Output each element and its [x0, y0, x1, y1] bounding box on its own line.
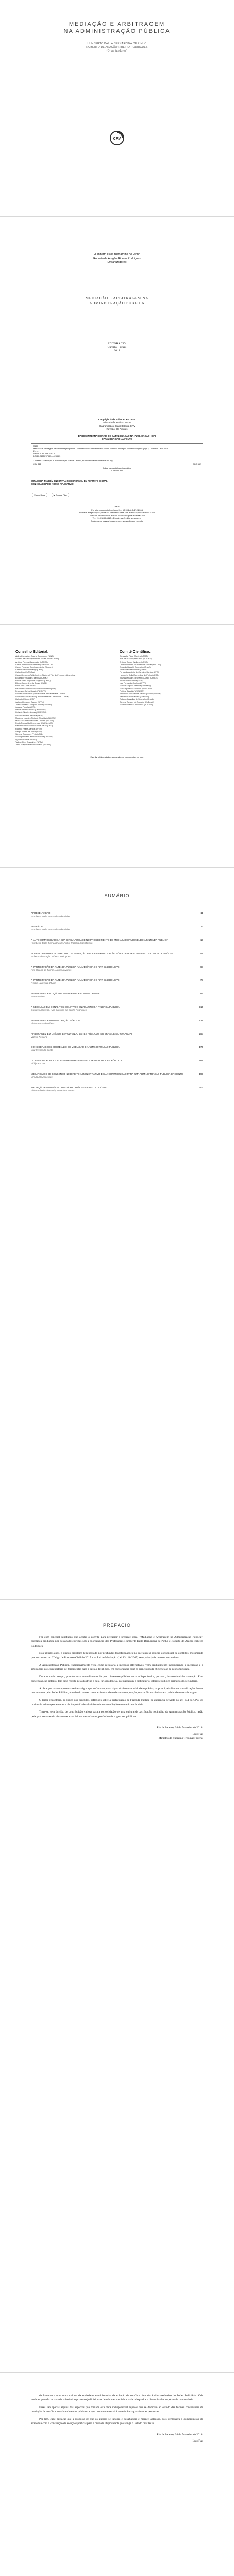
editorial-heading: Conselho Editorial: — [15, 650, 49, 654]
catalog-heading — [0, 435, 234, 441]
cover-title-line1: MEDIAÇÃO E ARBITRAGEM — [69, 21, 165, 27]
toc-entry-title: A MEDIAÇÃO EM CONFLITOS COLETIVOS ENVOLVENDO A FAZENDA PÚBLICA — [31, 1006, 120, 1008]
councils-columns — [15, 651, 219, 747]
toc-entry-author: Humberto Dalla Bernardina de Pinho — [31, 915, 70, 918]
editorial-member: Celso Conti (UFSCar) — [15, 671, 35, 674]
scientific-heading: Comitê Científico: — [120, 650, 151, 654]
toc-entry-author: Flávio Andrade Ribeiro — [31, 1022, 55, 1025]
app-store-badge[interactable] — [32, 493, 47, 497]
publisher-name: EDITORA CRV — [108, 342, 126, 345]
preface-signer: Luiz Fux — [192, 1733, 203, 1736]
title-page — [0, 217, 234, 382]
editorial-member: Lourdes Helena da Silva (UFV) — [15, 714, 43, 717]
toc-entry[interactable] — [31, 1012, 203, 1025]
editorial-member: Jailson Alves dos Santos (UFRJ) — [15, 701, 44, 703]
isbn: ISBN 978-85-444-2383-3 — [33, 453, 55, 455]
councils-page — [0, 625, 234, 868]
crv-logo-icon — [109, 130, 125, 146]
toc-entry-page: 13 — [200, 925, 203, 928]
body-paragraph: Durante muito tempo, prevaleceu o entendimento de que o interesse público seria indisponível e, portanto, insuscetível de transação. Esta concepção, no entanto, tem sido revista pela doutrina e pela jurisprudência, que passaram a distinguir o interesse público primário do secundário. — [31, 1675, 203, 1683]
scientific-member: Fernando Antônio de Carvalho Dantas (UFG) — [120, 671, 159, 674]
title-page-organizers — [0, 253, 234, 265]
legal-notice-2: CONHEÇA E BAIXE NOSSO APLICATIVO! — [31, 483, 74, 485]
editorial-member: Josania Portela (UFPI) — [15, 706, 36, 709]
editorial-member: Carmen Tereza Velanga (UNIR) — [15, 669, 43, 671]
legal-notice — [31, 480, 203, 486]
toc-list — [0, 905, 234, 1092]
scientific-member: Cinthia Obladen de Almendra Freitas (PUC-PR) — [120, 663, 161, 666]
editorial-member: Elizeu Clementino de Souza (UNEB) — [15, 682, 47, 685]
scientific-council — [120, 651, 219, 747]
toc-entry-author: Philippe Cruz — [31, 1062, 45, 1065]
preface-page — [0, 1600, 234, 2373]
scientific-member: Ana Paula Gonçalves Pita (PUC-RJ) — [120, 658, 152, 660]
cover-authors — [0, 42, 234, 53]
cover-authors-role: (Organizadores) — [106, 49, 128, 53]
toc-entry[interactable] — [31, 985, 203, 998]
editorial-member: Tania Suely Azevedo Brasileiro (UFOPA) — [15, 743, 51, 746]
toc-entry[interactable] — [31, 1025, 203, 1039]
catalog-sub-text: CATALOGAÇÃO NA FONTE — [102, 438, 132, 440]
title-line-1: MEDIAÇÃO E ARBITRAGEM NA — [85, 296, 149, 300]
index-label: Índice para catálogo sistemático — [103, 467, 131, 469]
toc-entry-author: Vivian Ribeiro de Paula, Francisco Neves — [31, 1089, 75, 1092]
cover-author-2: ROBERTO DE ARAGÃO RIBEIRO RODRIGUES — [86, 46, 148, 49]
rights-year: 2018 — [114, 505, 120, 508]
preface-signer-role: Ministro do Supremo Tribunal Federal — [158, 1737, 203, 1740]
toc-entry[interactable] — [31, 1065, 203, 1079]
scientific-member: José Alcebiades de Oliveira Junior (UFRGS) — [120, 676, 158, 679]
continuation-body — [0, 2394, 234, 2426]
toc-entry-title: ARBITRAGEM E ADMINISTRAÇÃO PÚBLICA — [31, 1019, 80, 1022]
scientific-member: Marcos Augusto Maliska (UniBrasil) — [120, 685, 151, 687]
toc-entry-author: Luiz Fernando Costa — [31, 1049, 53, 1052]
body-paragraph: A Administração Pública, tradicionalmente vista como refratária a métodos alternativos, vem gradualmente incorporando a mediação e a arbitragem ao seu repertório de ferramentas para a gestão de litígios, em consonância com os princípios da eficiência e da economicidade. — [31, 1664, 203, 1671]
editorial-member: Andréia da Silva Quintanilha Sousa (UNIR/UFRN) — [15, 658, 59, 660]
toc-entry-page: 175 — [199, 1046, 203, 1048]
toc-entry-title: CONSIDERAÇÕES SOBRE A LEI DE MEDIAÇÃO E A ADMINISTRAÇÃO PÚBLICA — [31, 1046, 120, 1048]
cdd: CDD 342 — [193, 463, 201, 465]
rights-address: Todos os direitos desta edição reservados pela: Editora CRV — [89, 514, 145, 517]
editorial-member: Helmuth Krüger (UCP) — [15, 698, 36, 701]
preface-heading: PREFÁCIO — [103, 1623, 131, 1628]
cip-pages: 214 p. — [33, 450, 39, 452]
toc-entry-author: Humberto Dalla Bernardina de Pinho — [31, 928, 70, 931]
body-paragraph: Trata-se, sem dúvida, de contribuição valiosa para a consolidação de uma cultura de pacificação no âmbito da Administração Pública, razão pela qual recomendo vivamente a sua leitura a estudantes, profissionais e gestores públicos. — [31, 1710, 203, 1718]
rights-1: Foi feito o depósito legal conf. Lei 10.994 de 14/12/2004 — [91, 508, 143, 511]
rights-block — [0, 505, 234, 522]
scientific-list — [120, 655, 219, 706]
preface-signoff — [31, 1726, 203, 1740]
toc-entry[interactable] — [31, 1039, 203, 1052]
google-play-badge[interactable]: ▶ Google Play — [52, 493, 69, 497]
toc-entry-page: 157 — [199, 1032, 203, 1035]
editorial-member: Élsio José Corá (UFFS) — [15, 685, 37, 687]
editorial-member: Solange Helena Ximenes-Rocha (UFOPA) — [15, 736, 53, 738]
toc-entry-author: Renata Alves — [31, 995, 45, 998]
organizers-role: (Organizadores) — [107, 261, 127, 264]
toc-entry-author: Valéria Ferreira — [31, 1036, 47, 1038]
editorial-list — [15, 655, 114, 747]
toc-entry[interactable] — [31, 1052, 203, 1065]
toc-entry[interactable] — [31, 1079, 203, 1092]
editorial-member: Carlos Alberto Vilar Estêvão (UMINHO – PT) — [15, 663, 55, 666]
toc-entry-author: Ana Valéria de Barros, Mariana Nunes — [31, 969, 72, 971]
toc-entry-title: PREFÁCIO — [31, 925, 43, 928]
toc-entry-title: MECANISMOS DE CONSENSO NO DIREITO ADMINISTRATIVO E SUA CONTRIBUIÇÃO PARA UMA ADMINISTRAÇÃO PÚBLICA EFICIENTE — [31, 1073, 183, 1075]
scientific-member: Luiz Fernando Coelho (UFPR) — [120, 682, 146, 685]
toc-entry-page: 207 — [199, 1086, 203, 1089]
editorial-member: Francisco Carlos Duarte (PUC-PR) — [15, 690, 46, 692]
toc-entry[interactable] — [31, 945, 203, 958]
publisher-year: 2018 — [114, 349, 120, 352]
legal-notice-1: ESTA OBRA TAMBÉM ENCONTRA-SE DISPONÍVEL EM FORMATO DIGITAL. — [31, 480, 108, 482]
preface-body — [0, 1635, 234, 1719]
copyright: Copyright © da Editora CRV Ltda. — [98, 418, 136, 421]
editorial-member: Rodrigo Pratte-Santos (UFES) — [15, 727, 42, 730]
continuation-signer: Luiz Fux — [192, 2439, 203, 2443]
editorial-member: Antônio Pereira Gaio Júnior (UFRRJ) — [15, 660, 48, 663]
rights-site: Conheça os nossos lançamentos: www.editoracrv.com.br — [91, 519, 143, 522]
toc-entry[interactable] — [31, 958, 203, 972]
cip-code: M489 — [33, 445, 38, 447]
app-badges — [31, 489, 203, 498]
cover-author-1: HUMBERTO DALLA BERNARDINA DE PINHO — [87, 42, 147, 45]
google-play-label: Google Play — [53, 494, 65, 496]
editor-label: Editor-chefe: Railson Moura — [103, 421, 131, 424]
editorial-member: Renato Francisco dos Santos Paula (UFG) — [15, 725, 53, 727]
scientific-member: Maria Aparecida da Silva (UNIEURO) — [120, 687, 153, 690]
editorial-member: Cesar Gerónimo Tello (Univer. Nacional Três de Febrero – Argentina) — [15, 674, 76, 676]
toc-entry-title: POTENCIALIDADES DO TRATADO DE MEDIAÇÃO PARA A ADMINISTRAÇÃO PÚBLICA BASEADA NO ART. 32 DA LEI 13.140/2015 — [31, 952, 173, 955]
organizer-2: Roberto de Aragão Ribeiro Rodrigues — [93, 257, 141, 260]
toc-entry[interactable] — [31, 918, 203, 931]
organizer-1: Humberto Dalla Bernardina de Pinho — [94, 253, 140, 256]
toc-entry-author: Carlos Henrique Ribeiro — [31, 982, 57, 985]
toc-entry[interactable] — [31, 905, 203, 918]
body-paragraph: Foi com especial satisfação que aceitei o convite para prefaciar a presente obra, "Mediação e Arbitragem na Administração Pública", coletânea produzida por destacados juristas sob a coordenação dos Professores Humberto Dalla Bernardina de Pinho e Roberto de Aragão Ribeiro Rodrigues. — [31, 1636, 203, 1648]
cdu: CDU 342 — [33, 463, 41, 465]
editorial-member: Lídia de Oliveira Xavier (UNIEURO) — [15, 711, 47, 714]
toc-entry-title: O DEVER DE PUBLICIDADE NA ARBITRAGEM ENVOLVENDO O PODER PÚBLICO — [31, 1059, 122, 1062]
scientific-member: José Eduardo Faria (USP) — [120, 680, 143, 682]
editorial-member: Carlos Federico Dominguez Avila (Unieuro) — [15, 666, 53, 669]
scientific-member: Eduardo Biacchi Gomes (UniBrasil) — [120, 666, 151, 669]
editorial-council — [15, 651, 114, 747]
body-paragraph: de fomento a uma nova cultura da sociedade administrativa da solução de conflitos fora do âmbito exclusivo do Poder Judiciário. Vale lembrar que não se trata de substituir o processo judicial, mas de oferecer caminhos mais adequados a determinadas espécies de controvérsia. — [31, 2394, 203, 2402]
editorial-member: Simone Rodrigues Pinto (UNB) — [15, 733, 43, 736]
scientific-member: Patrícia Bianchi (UNIEURO) — [120, 690, 144, 692]
title-line-2: ADMINISTRAÇÃO PÚBLICA — [89, 301, 145, 306]
toc-entry-title: A AUTOCOMPOSIÇÃO E A SUA CIRCULARIDADE NO PROCEDIMENTO DE MEDIAÇÃO ENVOLVENDO A FAZENDA PÚBLICA — [31, 939, 168, 941]
editorial-member: Maria de Lourdes Pinto de Almeida (UNOESC) — [15, 717, 56, 719]
cover-title-line2: NA ADMINISTRAÇÃO PÚBLICA — [63, 28, 171, 35]
continuation-page — [0, 2373, 234, 2576]
rights-phone: Tel.: (41) 3039-6418 – E-mail: sac@editoracrv.com.br — [92, 517, 142, 519]
toc-entry-page: 41 — [200, 952, 203, 955]
credits-page — [0, 382, 234, 625]
cover-title — [0, 21, 234, 35]
publisher-city: Curitiba – Brasil — [107, 345, 127, 349]
toc-entry[interactable] — [31, 972, 203, 985]
toc-entry[interactable] — [31, 931, 203, 945]
cip-box — [31, 443, 203, 474]
app-store-label: App Store — [34, 494, 43, 496]
toc-entry-title: APRESENTAÇÃO — [31, 912, 51, 914]
toc-entry-page: 15 — [200, 939, 203, 941]
toc-entry-title: ARBITRAGEM EM LITÍGIOS ENVOLVENDO ENTES PÚBLICOS NO BRASIL E NO PARAGUAI — [31, 1032, 132, 1035]
toc-entry-page: 11 — [200, 912, 203, 914]
toc-entry-author: Gustavo Azevedo, Ana Carolina de Souza Rodrigues — [31, 1009, 87, 1011]
title-page-title — [0, 296, 234, 306]
editorial-member: Sydione Santos (UEPG) — [15, 738, 37, 741]
toc-page — [0, 868, 234, 1600]
editorial-member: Guillermo Arias Beatón (Universidade de La Havana – Cuba) — [15, 696, 69, 698]
cip-text: Mediação e arbitragem na administração pública / Humberto Dalla Bernardina de Pinho, Roberto de Aragão Ribeiro Rodrigues (orgs.) – Curitiba: CRV, 2018. — [33, 448, 169, 450]
toc-entry-page: 63 — [200, 965, 203, 968]
toc-entry-page: 139 — [199, 1019, 203, 1022]
toc-entry[interactable] — [31, 998, 203, 1012]
body-paragraph: A obra que ora se apresenta reúne artigos que enfrentam, com rigor técnico e sensibilidade prática, os principais dilemas da utilização desses mecanismos pelo Poder Público, abordando temas como a circularidade da autocomposição, os conflitos coletivos e a publicidade na arbitragem. — [31, 1687, 203, 1695]
editorial-member: Maria Lília Imbiriba Sousa Colares (UFOPA) — [15, 720, 54, 722]
editorial-member: Gloria Fariñas León (Universidade de La Havana – Cuba) — [15, 693, 66, 696]
continuation-place: Rio de Janeiro, 24 de fevereiro de 2018. — [157, 2433, 203, 2437]
editorial-member: Aldira Guimarães Duarte Domínguez (UNB) — [15, 655, 54, 658]
preface-place: Rio de Janeiro, 24 de fevereiro de 2018. — [157, 1726, 203, 1730]
editorial-member: Tadeu Oliver Gonçalves (UFPA) — [15, 741, 43, 743]
toc-entry-author: Roberto de Aragão Ribeiro Rodrigues — [31, 955, 71, 958]
editorial-member: Leonel Severo Rocha (UNISINOS) — [15, 709, 46, 711]
credits-header — [0, 418, 234, 431]
catalog-heading-text: DADOS INTERNACIONAIS DE CATALOGAÇÃO NA PUBLICAÇÃO (CIP) — [78, 435, 156, 437]
cover-page — [0, 0, 234, 217]
editorial-member: Fernando Antônio Gonçalves Alcoforado (IPB) — [15, 687, 56, 690]
logo-text: CRV — [113, 137, 121, 141]
editorial-member: Eduardo Fernandes Barbosa (UFMG) — [15, 676, 48, 679]
editorial-member: Elione Maria Nogueira Diogenes (UFAL) — [15, 680, 51, 682]
toc-entry-page: 115 — [199, 1006, 203, 1008]
rights-2: Proibida a reprodução parcial ou total desta obra sem autorização da Editora CRV — [79, 511, 155, 514]
toc-entry-page: 199 — [199, 1073, 203, 1075]
toc-entry-title: A PARTICIPAÇÃO DA FAZENDA PÚBLICA NA AUDIÊNCIA DO ART. 334 DO NCPC — [31, 979, 120, 981]
scientific-member: Vladimir Oliveira da Silveira (PUC-SP) — [120, 703, 153, 706]
body-paragraph: O leitor encontrará, ao longo dos capítulos, reflexões sobre a participação da Fazenda Pública na audiência prevista no art. 334 do CPC, os limites da arbitragem em casos de improbidade administrativa e a mediação em matéria tributária. — [31, 1699, 203, 1706]
scientific-member: Raquel de Souza Dias Santos (Fundação Vale) — [120, 693, 161, 696]
toc-heading: SUMÁRIO — [104, 893, 130, 899]
publisher-block — [0, 342, 234, 353]
revision-label: Revisão: Os Autores — [106, 428, 128, 430]
continuation-signoff — [31, 2433, 203, 2443]
body-paragraph: Nos últimos anos, o direito brasileiro tem passado por profundas transformações no que tange à solução consensual de conflitos, movimento que encontrou no Código de Processo Civil de 2015 e na Lei de Mediação (Lei 13.140/2015) seus principais marcos normativos. — [31, 1652, 203, 1659]
scientific-member: Renato de Sousa Neto (UniBrasil) — [120, 696, 149, 698]
scientific-member: Antonio Carlos Wolkmer (UFSC) — [120, 660, 148, 663]
diagram-label: Diagramação e Capa: Editora CRV — [99, 425, 135, 427]
body-paragraph: Esses são apenas alguns dos aspectos que tornam esta obra indispensável àqueles que se dedicam ao estudo das formas consensuais de resolução de conflitos envolvendo entes públicos, e que certamente servirá de referência para futuras pesquisas. — [31, 2405, 203, 2414]
keywords: 1. Direito 2. Mediação 3. Administração Pública I. Pinho, Humberto Dalla Bernardina de. org. — [33, 460, 113, 462]
toc-entry-page: 95 — [200, 992, 203, 995]
toc-entry-author: Ursula Alburquerque — [31, 1076, 53, 1078]
toc-entry-page: 79 — [200, 979, 203, 981]
toc-entry-title: ARBITRAGEM E A LIÇÃO DE IMPROBIDADE ADMINISTRATIVA — [31, 992, 100, 995]
toc-entry-title: A PARTICIPAÇÃO DA FAZENDA PÚBLICA NA AUDIÊNCIA DO ART. 334 DO NCPC — [31, 965, 120, 968]
doi: DOI 10.24824/978854442383.3 — [33, 455, 61, 457]
toc-entry-title: MEDIAÇÃO EM MATÉRIA TRIBUTÁRIA: ANÁLISE DA LEI 13.140/2015 — [31, 1086, 107, 1089]
body-paragraph: Por fim, cabe destacar que a proposta de que os autores se lançam é desafiadora e merece aplausos, pois demonstra o compromisso da academia com a construção de soluções práticas para a crise de litigiosidade que atinge o Estado brasileiro. — [31, 2417, 203, 2426]
editorial-member: Sérgio Nunes de Jesus (IFRO) — [15, 730, 42, 733]
toc-entry-page: 189 — [199, 1059, 203, 1062]
scientific-member: Humberto Dalla Bernardina de Pinho (UERJ) — [120, 674, 159, 676]
editorial-member: Paulo Romualdo Hernandes (UNIFAL-MG) — [15, 722, 53, 725]
editorial-member: João Adalberto Campato Junior (UNESP) — [15, 703, 52, 706]
scientific-member: Eliseu Raphael Venturi (UFPR) — [120, 669, 147, 671]
index-item: 1. Direito 342 — [111, 470, 123, 472]
review-note: Este livro foi avaliado e aprovado por pareceristas ad hoc. — [90, 756, 144, 759]
scientific-member: Simone Tavares de Andrade (UniBrasil) — [120, 701, 154, 703]
toc-entry-author: Humberto Dalla Bernardina de Pinho, Patrícia Dias Ribeiro — [31, 942, 93, 944]
scientific-member: Roberto Carvalho de Souza (UniBrasil) — [120, 698, 154, 701]
scientific-member: Alexandre Pinto Moreira (UFMT) — [120, 655, 148, 658]
